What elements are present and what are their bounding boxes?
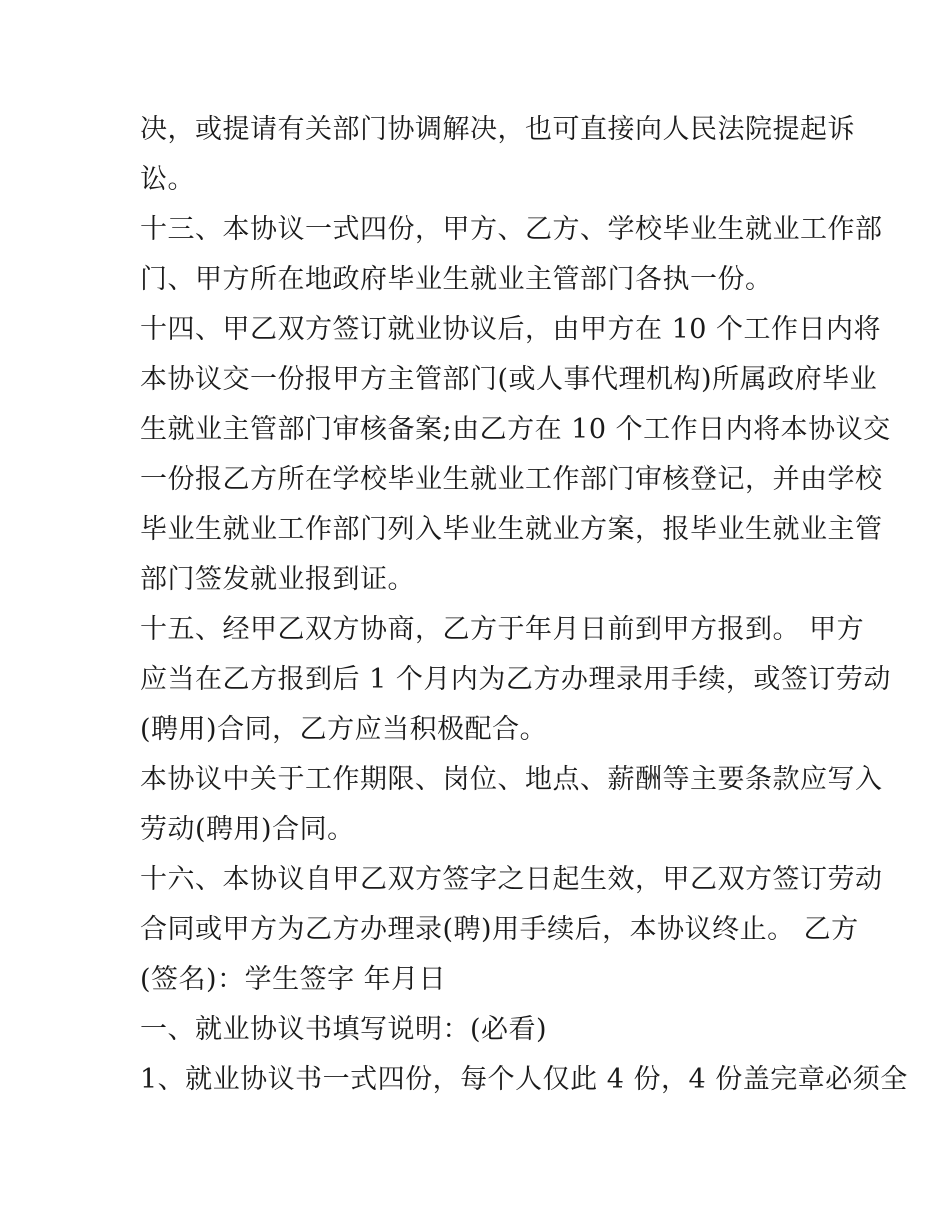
text-line: 部门签发就业报到证。: [140, 564, 415, 595]
text-line: 讼。: [140, 164, 195, 195]
text-line: 生就业主管部门审核备案;由乙方在 10 个工作日内将本协议交: [140, 414, 891, 445]
text-line: 本协议交一份报甲方主管部门(或人事代理机构)所属政府毕业: [140, 364, 878, 395]
text-line: 十六、本协议自甲乙双方签字之日起生效，甲乙双方签订劳动: [140, 864, 883, 895]
text-line: 1、就业协议书一式四份，每个人仅此 4 份，4 份盖完章必须全: [140, 1064, 908, 1095]
text-line: (签名)：学生签字 年月日: [140, 964, 447, 995]
text-line: 劳动(聘用)合同。: [140, 814, 355, 845]
text-line: 门、甲方所在地政府毕业生就业主管部门各执一份。: [140, 264, 773, 295]
text-line: 一、就业协议书填写说明：(必看): [140, 1014, 548, 1045]
text-line: 合同或甲方为乙方办理录(聘)用手续后，本协议终止。 乙方: [140, 914, 859, 945]
text-line: 十五、经甲乙双方协商，乙方于年月日前到甲方报到。 甲方: [140, 614, 865, 645]
text-line: 决，或提请有关部门协调解决，也可直接向人民法院提起诉: [140, 114, 855, 145]
text-line: 应当在乙方报到后 1 个月内为乙方办理录用手续，或签订劳动: [140, 664, 891, 695]
text-line: 十三、本协议一式四份，甲方、乙方、学校毕业生就业工作部: [140, 214, 883, 245]
text-line: 十四、甲乙双方签订就业协议后，由甲方在 10 个工作日内将: [140, 314, 882, 345]
text-line: 毕业生就业工作部门列入毕业生就业方案，报毕业生就业主管: [140, 514, 883, 545]
text-line: 本协议中关于工作期限、岗位、地点、薪酬等主要条款应写入: [140, 764, 883, 795]
text-line: 一份报乙方所在学校毕业生就业工作部门审核登记，并由学校: [140, 464, 883, 495]
text-line: (聘用)合同，乙方应当积极配合。: [140, 714, 548, 745]
